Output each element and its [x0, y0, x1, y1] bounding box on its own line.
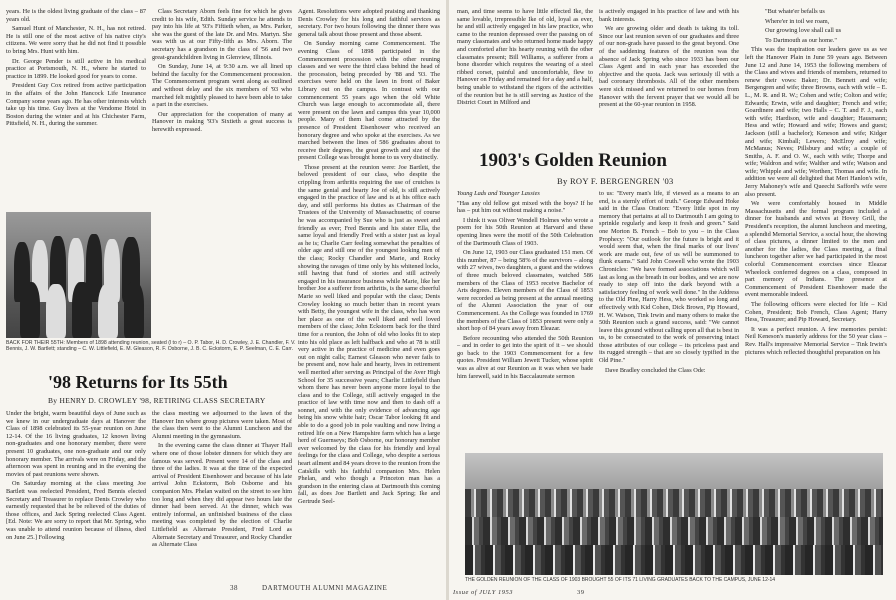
left-top-column-1: years. He is the oldest living graduate of the class – 87 years old. Samuel Hunt of Manchester, N. H., has not retired. He is still one of the most active of his native city's citizens. We were sorry that he did not find it possible to bring Mrs. Hunt with him. Dr. George Pender is still active in his medical practice at Portsmouth, N. H., where he started to practice in 1899. He looked good for years to come. President Guy Cox retired from active participation in the affairs of the John Hancock Life Insurance Company some years ago. He has other interests which take up his time. Guy lives at the Vendome Hotel in Boston during the winter and at his Chichester Farm, Pittsfield, N. H., during the summer. — [6, 8, 146, 128]
right-top-column-2: is actively engaged in his practice of law and with his bank interests. We are growing older and death is taking its toll. Since our last reunion seven of our graduates and three of our non-grads have passed to the great beyond. One of the saddening features of the reunion was the absence of Jack Spring who since 1933 has been our Class Agent and in each year has exceeded the objective and the quota. Jack was seriously ill with a bad coronary thrombosis. All of the other members were sick missed and we returned to our homes from Hanover with the fervent prayer that we would all be present at the 60-year reunion in 1958. — [599, 8, 739, 109]
left-top-column-2: Class Secretary Aborn feels fine for which he gives credit to his wife, Edith. Sunday service he attends to pay into his life at '93's Fiftieth when, as Mrs. Parker, she was the guest of the late Dr. and Mrs. Martyn. She was with us at our Fifty-fifth as Mrs. Aborn. The secretary has a grandson in the class of '56 and two great-grandchildren living in Glenview, Illinois. On Sunday, June 14, at 9:30 a.m. we all lined up behind the faculty for the Commencement procession. The Commencement program went along as outlined and without delay and the six members of '93 who marched felt mightily pleased to have been able to take a part in the exercises. Our appreciation for the cooperation of many at Hanover in making '93's Sixtieth a great success is herewith expressed. — [152, 8, 292, 133]
left-page-number: 38 — [230, 584, 238, 592]
photo-crowd-row-back — [465, 489, 883, 519]
article-1903-headline: 1903's Golden Reunion — [479, 150, 667, 171]
left-footer-magazine-name: DARTMOUTH ALUMNI MAGAZINE — [262, 584, 388, 592]
left-bottom-column-2: the class meeting we adjourned to the lawn of the Hanover Inn where group pictures were taken. Most of the class then went to the Alumni Luncheon and the Alumni meeting in the gymnasium. In the evening came the class dinner at Thayer Hall where one of those lobster dinners for which they are famous was served. Present were 14 of the class and three of the ladies. It was at the time of the expected arrival of President Eisenhower and because of his late arrival John Eckstorm, Bob Osborne and his companion Mrs. Phelan waited on the street to see him too long and when they did appear two hours late the dinner had been served. At the dinner, which was entirely informal, an unfinished business of the class meeting was completed by the election of Charlie Littlefield as Alternate President, Fred Lord as Alternate Secretary and Treasurer, and Rocky Chandler as Alternate Class — [152, 410, 292, 549]
right-page-number: 39 — [577, 589, 585, 596]
class-of-1903-group-photo — [465, 453, 883, 575]
left-page — [0, 0, 447, 600]
class-of-1898-photo — [6, 212, 151, 338]
right-footer-issue: Issue of JULY 1953 — [453, 589, 513, 596]
article-1898-byline: By HENRY D. CROWLEY '98, RETIRING CLASS SECRETARY — [48, 396, 266, 405]
left-bottom-column-1: Under the bright, warm beautiful days of June such as we knew in our undergraduate days at Hanover the Class of 1898 celebrated its 55-year reunion on June 12-14. Of the 16 living graduates, 12 known living non-graduates and one honorary member, there were present 10 graduates, one non-graduate and our only honorary member. The arrivals were on Friday, and the afternoon was spent in reuning and in the evening the movies of past reunions were shown. On Saturday morning at the class meeting Joe Bartlett was reelected President, Fred Bennis elected Secretary and Treasurer to replace Denis Crowley who earnestly requested that he be relieved of the duties of those offices, and Jack Spring reelected Class Agent. [Ed. Note: We are sorry to report that Mr. Spring, who was unable to attend reunion because of illness, died on June 25.] Following — [6, 410, 146, 541]
right-middle-column-1: Young Lads and Younger Lassies "Has any old fellow got mixed with the boys? If he has – put him out without making a noise." I think it was Oliver Wendell Holmes who wrote a poem for his 50th Reunion at Harvard and these opening lines were the motif of the 50th Celebration of the Dartmouth Class of 1903. On June 12, 1903 our Class graduated 151 men. Of this number, 87 – being 58% of the survivors – along with 27 wives, two daughters, a guest and the widows of three much beloved classmates, watched 586 members of the Class of 1953 receive Bachelor of Arts degrees. Eleven members of the Class of 1853 were recorded as being present at the annual meeting of the Alumni Association the year of our Commencement. As the College was founded in 1769 the members of the Class of 1853 present were only a short hop of 84 years away from Eleazar. Before recounting who attended the 50th Reunion – and in order to get into the spirit of it – we should go back to the 1903 Commencement for a few quotes. President William Jewett Tucker, whose spirit was as alive at our Reunion as it was when we bade him farewell, said in his Baccalaureate sermon — [457, 190, 593, 380]
photo-crowd-row-middle — [465, 517, 883, 547]
photo-building-backdrop — [465, 453, 883, 493]
article-1898-headline: '98 Returns for Its 55th — [48, 372, 228, 392]
right-middle-column-2: to us: "Every man's life, if viewed as a means to an end, is a sternly effort of truth." George Edward Hoke said in the Class Oration: "Every little spot in my memory that pertains at all to Dartmouth I am going to sprinkle regularly and keep it fresh and green." Said one Morton B. French – Bob to you – in the Class Prophecy: "Our outlook for the future is bright and it would seem that, when the final marks of our lives' work are made out, few of us will be summoned to flunk exams." Said John Coswell who wrote the 1903 Chronicles: "We have formed associations which will last as long as the breath in our bodies, and we are now ready to step off into the dark beyond with a satisfactory feeling of work well done." In the Address to the Old Pine, Harry Hess, who worked so long and effectively with Kid Cohen, Dick Brown, Pip Howard, H. W. Watson, Tink Irwin and many others to make the 50th Reunion such a grand success, said: "We cannot leave this ground without calling upon all that is best in us, to be consecrated to the work of preserving intact those attributes of our college – its priceless past and its rugged strength – that are so closely typified in the Old Pine." Dave Bradley concluded the Class Ode: — [599, 190, 739, 374]
class-of-1898-photo-caption: BACK FOR THEIR 55TH: Members of 1898 attending reunion, seated (l to r) – O. P. Tabor, H. D. Crowley, J. E. Chandler, F. V. Bennis, J. W. Bartlett; standing – C. W. Littlefield, E. M. Gleason, R. F. Osborne, J. B. C. Eckstorm, E. P. Seelman, C. E. Carr. — [6, 340, 296, 353]
right-page — [449, 0, 896, 600]
left-top-column-3: Agent. Resolutions were adopted praising and thanking Denis Crowley for his long and faithful services as secretary. For two hours following the dinner there was general talk about those present and those absent. On Sunday morning came Commencement. The evening Class of 1898 participated in the Commencement procession with the other reuning classes and we were the third class behind the head of the procession, being preceded by '88 and '93. The exercises were held on the lawn in front of Baker Library out on the campus. In contrast with our commencement 55 years ago when the old White Church was large enough to accommodate all, there were present on the lawn and campus this year 10,000 people. Many of them had come attracted by the presence of President Eisenhower who received an honorary degree and who spoke at the exercises. As we marched between the lines of 586 graduates about to receive their degrees, the great growth and size of the present College was brought home to us very distinctly. Those present at the reunion were: Joe Bartlett, the beloved president of our class, who despite the crippling from arthritis requiring the use of crutches is the same genial and hearty Joe of old, is still actively engaged in the practice of law and is at his office each day, and still performs his duties as Chairman of the Trustees of the University of Massachusetts; of course he was accompanied by Sue who is just as sweet and friendly as ever; Fred Bennis and his sister Ella, the same loyal and friendly Fred with a sister just as loyal as he is; Charlie Carr feeling somewhat the penalties of older age and still one of the youngest looking men of the class; Rocky Chandler and Marie, and Rocky showing the ravages of time only by his whitened locks, still having that fund of stories and still actively engaged in his insurance business while Marie, like her brother Joe a sufferer from arthritis, is the same cheerful Marie so well liked and popular with the class; Denis Crowley looking so much better than in recent years with Betty, the youngest wife in the class, who has won her place as one of the well liked and well loved members of the class; John Eckstorm back for the third time for a reunion, the John of old who looks fit to step into his old place as left halfback and who at 78 is still very active in the practice of medicine and even goes out on night calls; Earnest Gleason who never fails to be present and, now hale and hearty, lives in retirement well merited after serving as Principal of the Aver High School for 35 successive years; Charlie Littlefield than whom there has never been anyone more loyal to the class and to the College, still actively engaged in the practice of law with time now and then to dash off a sonnet, and with the only evidence of advancing age being his snow white hair; Oscar Tabor looking fit and able to do a good job in pole vaulting and now living a retired life on a New Hampshire farm which has a large herd of Guernseys; Bob Osborne, our honorary member ever welcomed by the class for his friendly and loyal feelings for the class and College, who despite a serious heart ailment and 84 years drove to the reunion from the Catskills with his faithful companion Mrs. Helen Phelan, and who though a Princeton man has a grandson in the entering class at Dartmouth this coming fall, as does Joe Bartlett and Jack Spring; Ike and Gertrude Seel- — [298, 8, 440, 505]
photo-crowd-row-front — [465, 545, 883, 575]
article-1903-byline: By ROY F. BERGENGREN '03 — [557, 176, 674, 186]
right-top-column-3: "But whate'er befalls us Where'er in toil we roam, Our growing love shall call us To Dartmouth as our home." This was the inspiration our leaders gave us as we left the Hanover Plain in June 59 years ago. Between June 12 and June 14, 1953 the following members of the Class and wives and friends of members, returned to renew their vows: Baker; Dr. Bennett and wife; Bergengren and wife; three Browns, each with wife – E. L., M. R. and R. W.; Cohen and wife; Colton and wife; Edwards; Erwin, wife and daughter; French and wife; Goardinere and wife; two Halls – C. T. and F. J., each with wife; Hardison, wife and daughter; Hausmann; Hess and wife; Howard and wife; Howes and guest; Jackson (still a bachelor); Keneson and wife; Kidger and wife; Kimball; Lewers; McElroy and wife; McManus; Neves; Pillsbury and wife; a couple of Smiths, A. F. and O. W., each with wife; Thorpe and wife; Waldron and wife; Walther and wife; Watson and wife; Whipple and wife; Worthen; Thomas and wife. In addition we were all delighted that Meri Hanlon's wife, Jerry Mahoney's wife and Queechi Safford's wife were also present. We were comfortably housed in Middle Massachusetts and the formal program included a dinner for husbands and wives at Hovey Grill, the President's reception, the alumni luncheon and meeting, a splendid Memorial Service, a social hour, the showing of class pictures, a dinner limited to the men and another for the ladies, the Class meeting, a final luncheon together after we had participated in the most colorful Commencement exercises since Eleazar Wheelock conferred degrees on a class, composed in part memory of Indians. The presence at Commencement of President Eisenhower made the event memorable indeed. The following officers were elected for life – Kid Cohen, President; Bob French, Class Agent; Harry Hess, Treasurer; and Pip Howard, Secretary. It was a perfect reunion. A few memories persist: Neil Keneson's masterly address for the 50 year class – Rev. Hall's impressive Memorial Service – Tink Irwin's pictures which reflected thoughtful preparation on his — [745, 8, 887, 356]
right-top-column-1: man, and time seems to have little effected Ike, the same lovable, irrepressible Ike of old, loyal as ever, he and still actively engaged in his law practice, who came to the reunion depressed over the passing on of many classmates and who returned home made happy and comforted after his hearty reuning with the other classmates present; Bill Williams, a sufferer from a bone disorder which requires the wearing of a steel ribbed corset, painful and uncomfortable, flew to Hanover on Friday and remained for a day and a half, being unable to withstand the rigors of the activities of the reunion but he is still serving as Justice of the District Court in Milford and — [457, 8, 593, 107]
class-of-1903-photo-caption: THE GOLDEN REUNION OF THE CLASS OF 1903 BROUGHT 55 OF ITS 71 LIVING GRADUATES BACK TO THE CAMPUS, JUNE 12-14 — [465, 577, 776, 583]
